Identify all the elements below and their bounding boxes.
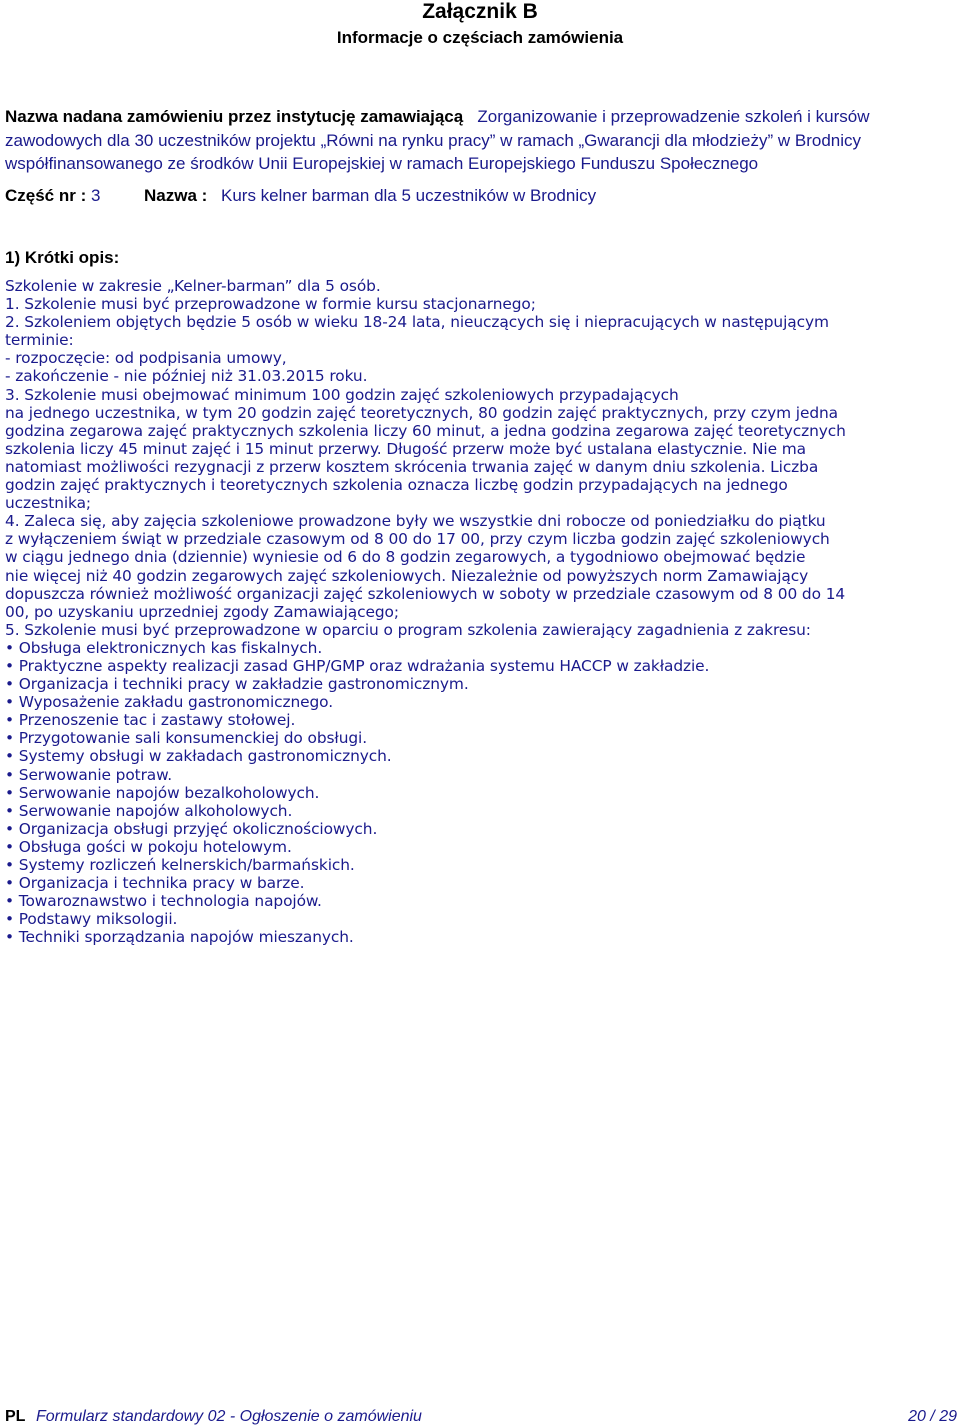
contract-name-block: [5, 105, 950, 176]
description-line: 3. Szkolenie musi obejmować minimum 100 godzin zajęć szkoleniowych przypadających: [5, 385, 679, 404]
description-line: • Serwowanie napojów bezalkoholowych.: [5, 783, 320, 802]
short-description-body: [5, 277, 950, 946]
description-line: Szkolenie w zakresie „Kelner-barman” dla 5 osób.: [5, 277, 381, 295]
page-footer: [5, 1406, 957, 1428]
description-line: szkolenia liczy 45 minut zajęć i 15 minut przerwy. Długość przerw może być ustalana elastycznie. Nie ma: [5, 439, 806, 458]
page-header: [0, 0, 960, 50]
description-line: godzin zajęć praktycznych i teoretycznych szkolenia oznacza liczbę godzin przypadających na jednego: [5, 476, 788, 495]
description-line: z wyłączeniem świąt w przedziale czasowym od 8 00 do 17 00, przy czym liczba godzin zajęć szkoleniowych: [5, 530, 830, 549]
description-line: na jednego uczestnika, w tym 20 godzin zajęć teoretycznych, 80 godzin zajęć praktycznych, przy czym jedna: [5, 403, 839, 422]
description-line: • Serwowanie napojów alkoholowych.: [5, 801, 293, 820]
description-line: • Wyposażenie zakładu gastronomicznego.: [5, 693, 334, 712]
footer-page-number: 20 / 29: [908, 1408, 957, 1425]
description-line: w ciągu jednego dnia (dziennie) wyniesie od 6 do 8 godzin zegarowych, a tygodniowo obejmować będzie: [5, 548, 806, 567]
description-line: • Obsługa gości w pokoju hotelowym.: [5, 837, 292, 856]
description-line: godzina zegarowa zajęć praktycznych szkolenia liczy 60 minut, a jedna godzina zegarowa zajęć teoretycznych: [5, 421, 846, 440]
short-description-heading: 1) Krótki opis:: [5, 248, 120, 267]
footer-form-name: Formularz standardowy 02 - Ogłoszenie o zamówieniu: [36, 1408, 422, 1425]
description-line: • Serwowanie potraw.: [5, 765, 172, 784]
description-line: • Systemy rozliczeń kelnerskich/barmańskich.: [5, 856, 355, 874]
description-line: - rozpoczęcie: od podpisania umowy,: [5, 349, 287, 368]
description-line: dopuszcza również możliwość organizacji zajęć szkoleniowych w soboty w przedziale czasowym od 8 00 do 14: [5, 584, 846, 603]
description-line: • Przygotowanie sali konsumenckiej do obsługi.: [5, 729, 367, 748]
description-line: 2. Szkoleniem objętych będzie 5 osób w wieku 18-24 lata, nieuczących się i niepracujących w następującym: [5, 313, 829, 332]
part-number-label: Część nr :: [5, 186, 87, 205]
description-line: 5. Szkolenie musi być przeprowadzone w oparciu o program szkolenia zawierający zagadnienia z zakresu:: [5, 620, 811, 639]
description-line: • Obsługa elektronicznych kas fiskalnych.: [5, 638, 323, 657]
description-line: • Towaroznawstwo i technologia napojów.: [5, 892, 322, 911]
description-line: 1. Szkolenie musi być przeprowadzone w formie kursu stacjonarnego;: [5, 295, 536, 314]
description-line: • Organizacja i techniki pracy w zakładzie gastronomicznym.: [5, 675, 469, 694]
footer-language: PL: [5, 1408, 26, 1425]
part-name-label: Nazwa :: [144, 186, 208, 205]
description-line: uczestnika;: [5, 494, 92, 513]
annex-title: Załącznik B: [422, 0, 538, 23]
contract-name-label: Nazwa nadana zamówieniu przez instytucję zamawiającą: [5, 107, 464, 126]
description-line: • Organizacja i technika pracy w barze.: [5, 874, 305, 893]
description-line: • Podstawy miksologii.: [5, 910, 178, 929]
description-line: - zakończenie - nie później niż 31.03.2015 roku.: [5, 367, 368, 386]
part-name-value: Kurs kelner barman dla 5 uczestników w Brodnicy: [221, 186, 597, 205]
part-number-value: 3: [90, 186, 101, 205]
contract-name-value: Zorganizowanie i przeprowadzenie szkoleń i kursów zawodowych dla 30 uczestników projektu „Równi na rynku pracy” w ramach „Gwarancji dla młodzieży” w Brodnicy współfinansowanego ze środków Unii Europejskiej w ramach Europejskiego Funduszu Społecznego: [5, 107, 870, 173]
description-line: • Organizacja obsługi przyjęć okolicznościowych.: [5, 819, 378, 838]
description-line: • Praktyczne aspekty realizacji zasad GHP/GMP oraz wdrażania systemu HACCP w zakładzie.: [5, 656, 710, 675]
description-line: 4. Zaleca się, aby zajęcia szkoleniowe prowadzone były we wszystkie dni robocze od poniedziałku do piątku: [5, 512, 826, 531]
description-line: • Techniki sporządzania napojów mieszanych.: [5, 928, 354, 947]
description-line: terminie:: [5, 331, 74, 350]
part-row: [5, 184, 950, 207]
description-line: • Systemy obsługi w zakładach gastronomicznych.: [5, 747, 392, 766]
annex-subtitle: Informacje o częściach zamówienia: [336, 28, 624, 47]
description-line: nie więcej niż 40 godzin zegarowych zajęć szkoleniowych. Niezależnie od powyższych norm Zamawiający: [5, 566, 809, 585]
description-line: natomiast możliwości rezygnacji z przerw kosztem skrócenia trwania zajęć w danym dniu szkolenia. Liczba: [5, 457, 819, 476]
description-line: 00, po uzyskaniu uprzedniej zgody Zamawiającego;: [5, 602, 399, 621]
description-line: • Przenoszenie tac i zastawy stołowej.: [5, 711, 296, 730]
